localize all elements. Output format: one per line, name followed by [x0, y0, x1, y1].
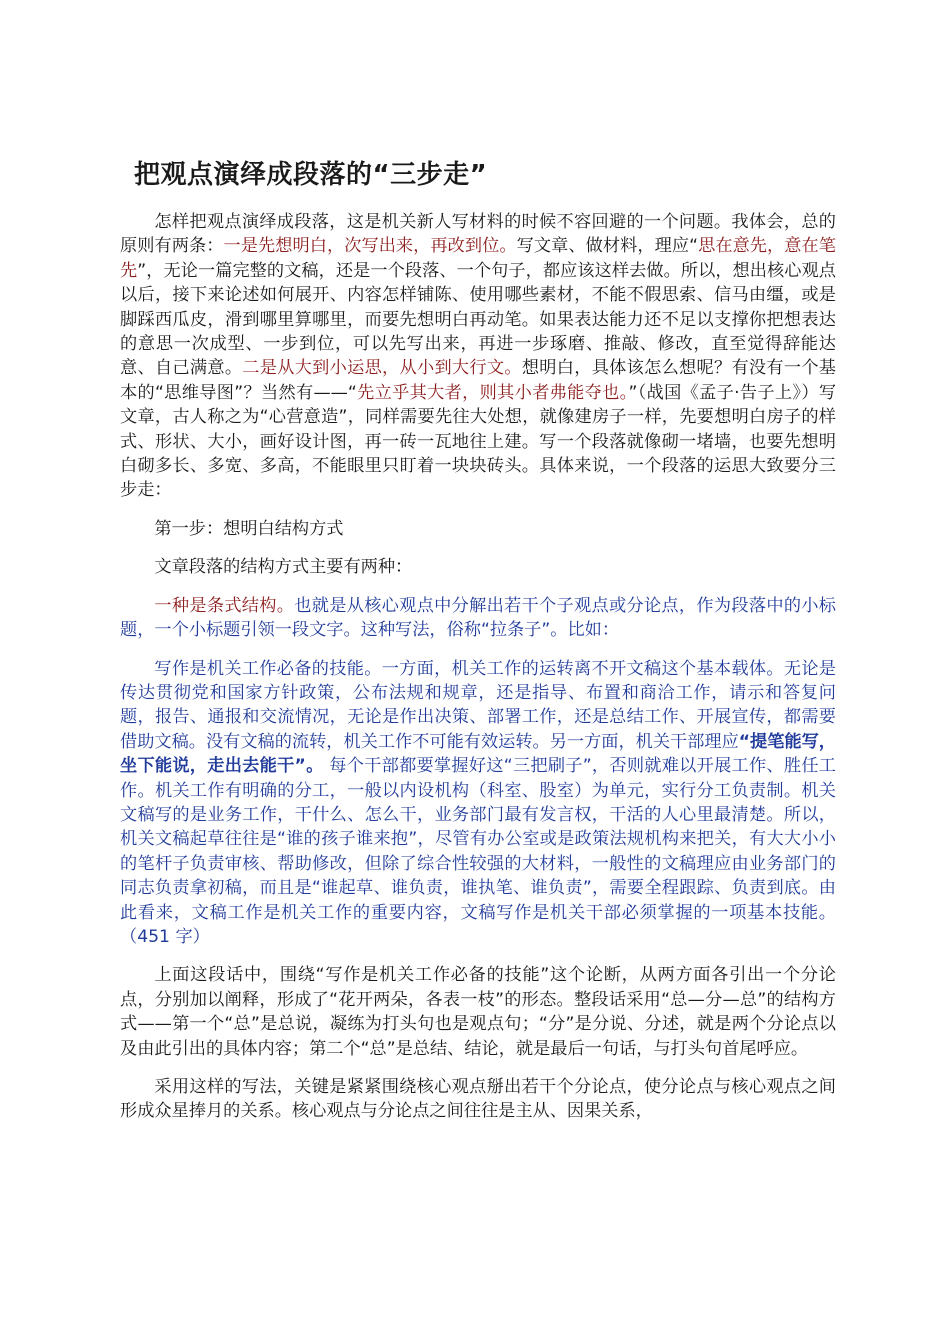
analysis-paragraph: 上面这段话中，围绕“写作是机关工作必备的技能”这个论断，从两方面各引出一个分论点，分别加以阐释，形成了“花开两朵，各表一枝”的形态。整段话采用“总—分—总”的结构方式——第一个“总”是总说，凝练为打头句也是观点句；“分”是分说、分述，就是两个分论点以及由此引出的具体内容；第二个“总”是总结、结论，就是最后一句话，与打头句首尾呼应。 — [120, 965, 836, 1059]
example-paragraph — [120, 657, 836, 950]
tiaoshi-paragraph — [120, 594, 836, 643]
page-title: 把观点演绎成段落的“三步走” — [134, 160, 488, 190]
conclusion-paragraph: 采用这样的写法，关键是紧紧围绕核心观点掰出若干个分论点，使分论点与核心观点之间形成众星捧月的关系。核心观点与分论点之间往往是主从、因果关系， — [120, 1077, 836, 1122]
example-text-b: 每个干部都要掌握好这“三把刷子”，否则就难以开展工作、胜任工作。机关工作有明确的分工，一般以内设机构（科室、股室）为单元，实行分工负责制。机关文稿写的是业务工作，干什么、怎么干，业务部门最有发言权，干活的人心里最清楚。所以，机关文稿起草往往是“谁的孩子谁来抱”，尽管有办公室或是政策法规机构来把关，有大大小小的笔杆子负责审核、帮助修改，但除了综合性较强的大材料，一般性的文稿理应由业务部门的同志负责拿初稿，而且是“谁起草、谁负责，谁执笔、谁负责”，需要全程跟踪、负责到底。由此看来，文稿工作是机关工作的重要内容，文稿写作是机关干部必须掌握的一项基本技能。（451 字） — [120, 756, 836, 947]
step-one-heading: 第一步：想明白结构方式 — [154, 518, 344, 539]
intro-paragraph — [120, 210, 836, 503]
structure-intro: 文章段落的结构方式主要有两种： — [154, 557, 413, 578]
example-text-a: 写作是机关工作必备的技能。一方面，机关工作的运转离不开文稿这个基本载体。无论是传达贯彻党和国家方针政策，公布法规和规章，还是指导、布置和商洽工作，请示和答复问题，报告、通报和交流情况，无论是作出决策、部署工作，还是总结工作、开展宣传，都需要借助文稿。没有文稿的流转，机关工作不可能有效运转。另一方面，机关干部理应 — [120, 658, 836, 752]
intro-text-1: 怎样把观点演绎成段落，这是机关新人写材料的时候不容回避的一个问题。我体会，总的原则有两条： — [120, 212, 836, 257]
intro-text-3: ”，无论一篇完整的文稿，还是一个段落、一个句子，都应该这样去做。所以，想出核心观点以后，接下来论述如何展开、内容怎样铺陈、使用哪些素材，不能不假思索、信马由缰，或是脚踩西瓜皮，滑到哪里算哪里，而要先想明白再动笔。如果表达能力还不足以支撑你把想表达的意思一次成型、一步到位，可以先写出来，再进一步琢磨、推敲、修改，直至觉得辞能达意、自己满意。 — [120, 260, 836, 379]
principle-one-highlight: 一是先想明白，次写出来，再改到位。 — [223, 236, 517, 257]
tiaoshi-highlight: 一种是条式结构。 — [154, 595, 295, 616]
intro-text-5: ”（战国《孟子·告子上》）写文章，古人称之为“心营意造”，同样需要先往大处想，就像建房子一样，先要想明白房子的样式、形状、大小，画好设计图，再一砖一瓦地往上建。写一个段落就像砌一堵墙，也要先想明白砌多长、多宽、多高，不能眼里只盯着一块块砖头。具体来说，一个段落的运思大致要分三步走： — [120, 382, 837, 501]
intro-text-2: 写文章、做材料，理应“ — [516, 236, 699, 257]
quote-highlight: 思在意先，意在笔先 — [120, 236, 836, 281]
example-bold-quote: “提笔能写，坐下能说，走出去能干”。 — [120, 731, 836, 777]
mencius-quote-highlight: 先立乎其大者，则其小者弗能夺也。 — [356, 382, 629, 403]
principle-two-highlight: 二是从大到小运思，从小到大行文。 — [242, 358, 522, 379]
article-body — [120, 210, 836, 1135]
tiaoshi-text: 也就是从核心观点中分解出若干个子观点或分论点，作为段落中的小标题，一个小标题引领一段文字。这种写法，俗称“拉条子”。比如： — [120, 595, 836, 641]
intro-text-4: 想明白，具体该怎么想呢？有没有一个基本的“思维导图”？当然有——“ — [120, 358, 836, 403]
